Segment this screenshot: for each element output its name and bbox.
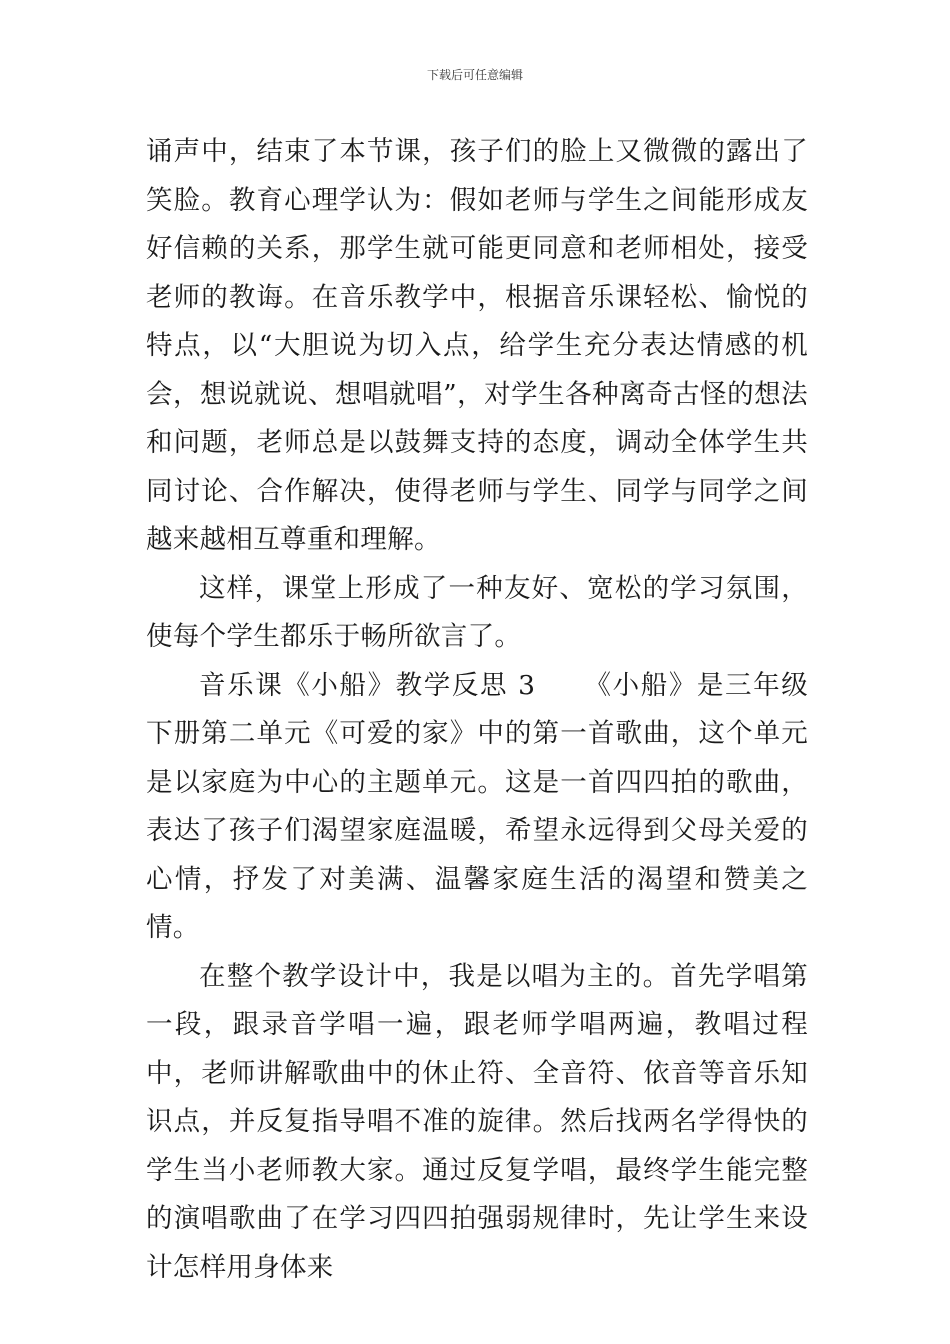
section-title: 音乐课《小船》教学反思 3 (199, 669, 536, 701)
document-body (146, 128, 808, 1292)
section-paragraph (146, 662, 808, 953)
paragraph-4: 在整个教学设计中，我是以唱为主的。首先学唱第一段，跟录音学唱一遍，跟老师学唱两遍，教唱过程中，老师讲解歌曲中的休止符、全音符、依音等音乐知识点，并反复指导唱不准的旋律。然后找两名学得快的学生当小老师教大家。通过反复学唱，最终学生能完整的演唱歌曲了在学习四四拍强弱规律时，先让学生来设计怎样用身体来 (146, 960, 808, 1283)
section-text: 《小船》是三年级下册第二单元《可爱的家》中的第一首歌曲，这个单元是以家庭为中心的主题单元。这是一首四四拍的歌曲，表达了孩子们渴望家庭温暖，希望永远得到父母关爱的心情，抒发了对美满、温馨家庭生活的渴望和赞美之情。 (146, 669, 808, 943)
paragraph-2: 这样，课堂上形成了一种友好、宽松的学习氛围，使每个学生都乐于畅所欲言了。 (146, 572, 808, 652)
paragraph-1: 诵声中，结束了本节课，孩子们的脸上又微微的露出了笑脸。教育心理学认为：假如老师与学生之间能形成友好信赖的关系，那学生就可能更同意和老师相处，接受老师的教诲。在音乐教学中，根据音乐课轻松、愉悦的特点，以“大胆说为切入点，给学生充分表达情感的机会，想说就说、想唱就唱”，对学生各种离奇古怪的想法和问题，老师总是以鼓舞支持的态度，调动全体学生共同讨论、合作解决，使得老师与学生、同学与同学之间越来越相互尊重和理解。 (146, 136, 808, 555)
page-header: 下载后可任意编辑 (426, 68, 523, 82)
